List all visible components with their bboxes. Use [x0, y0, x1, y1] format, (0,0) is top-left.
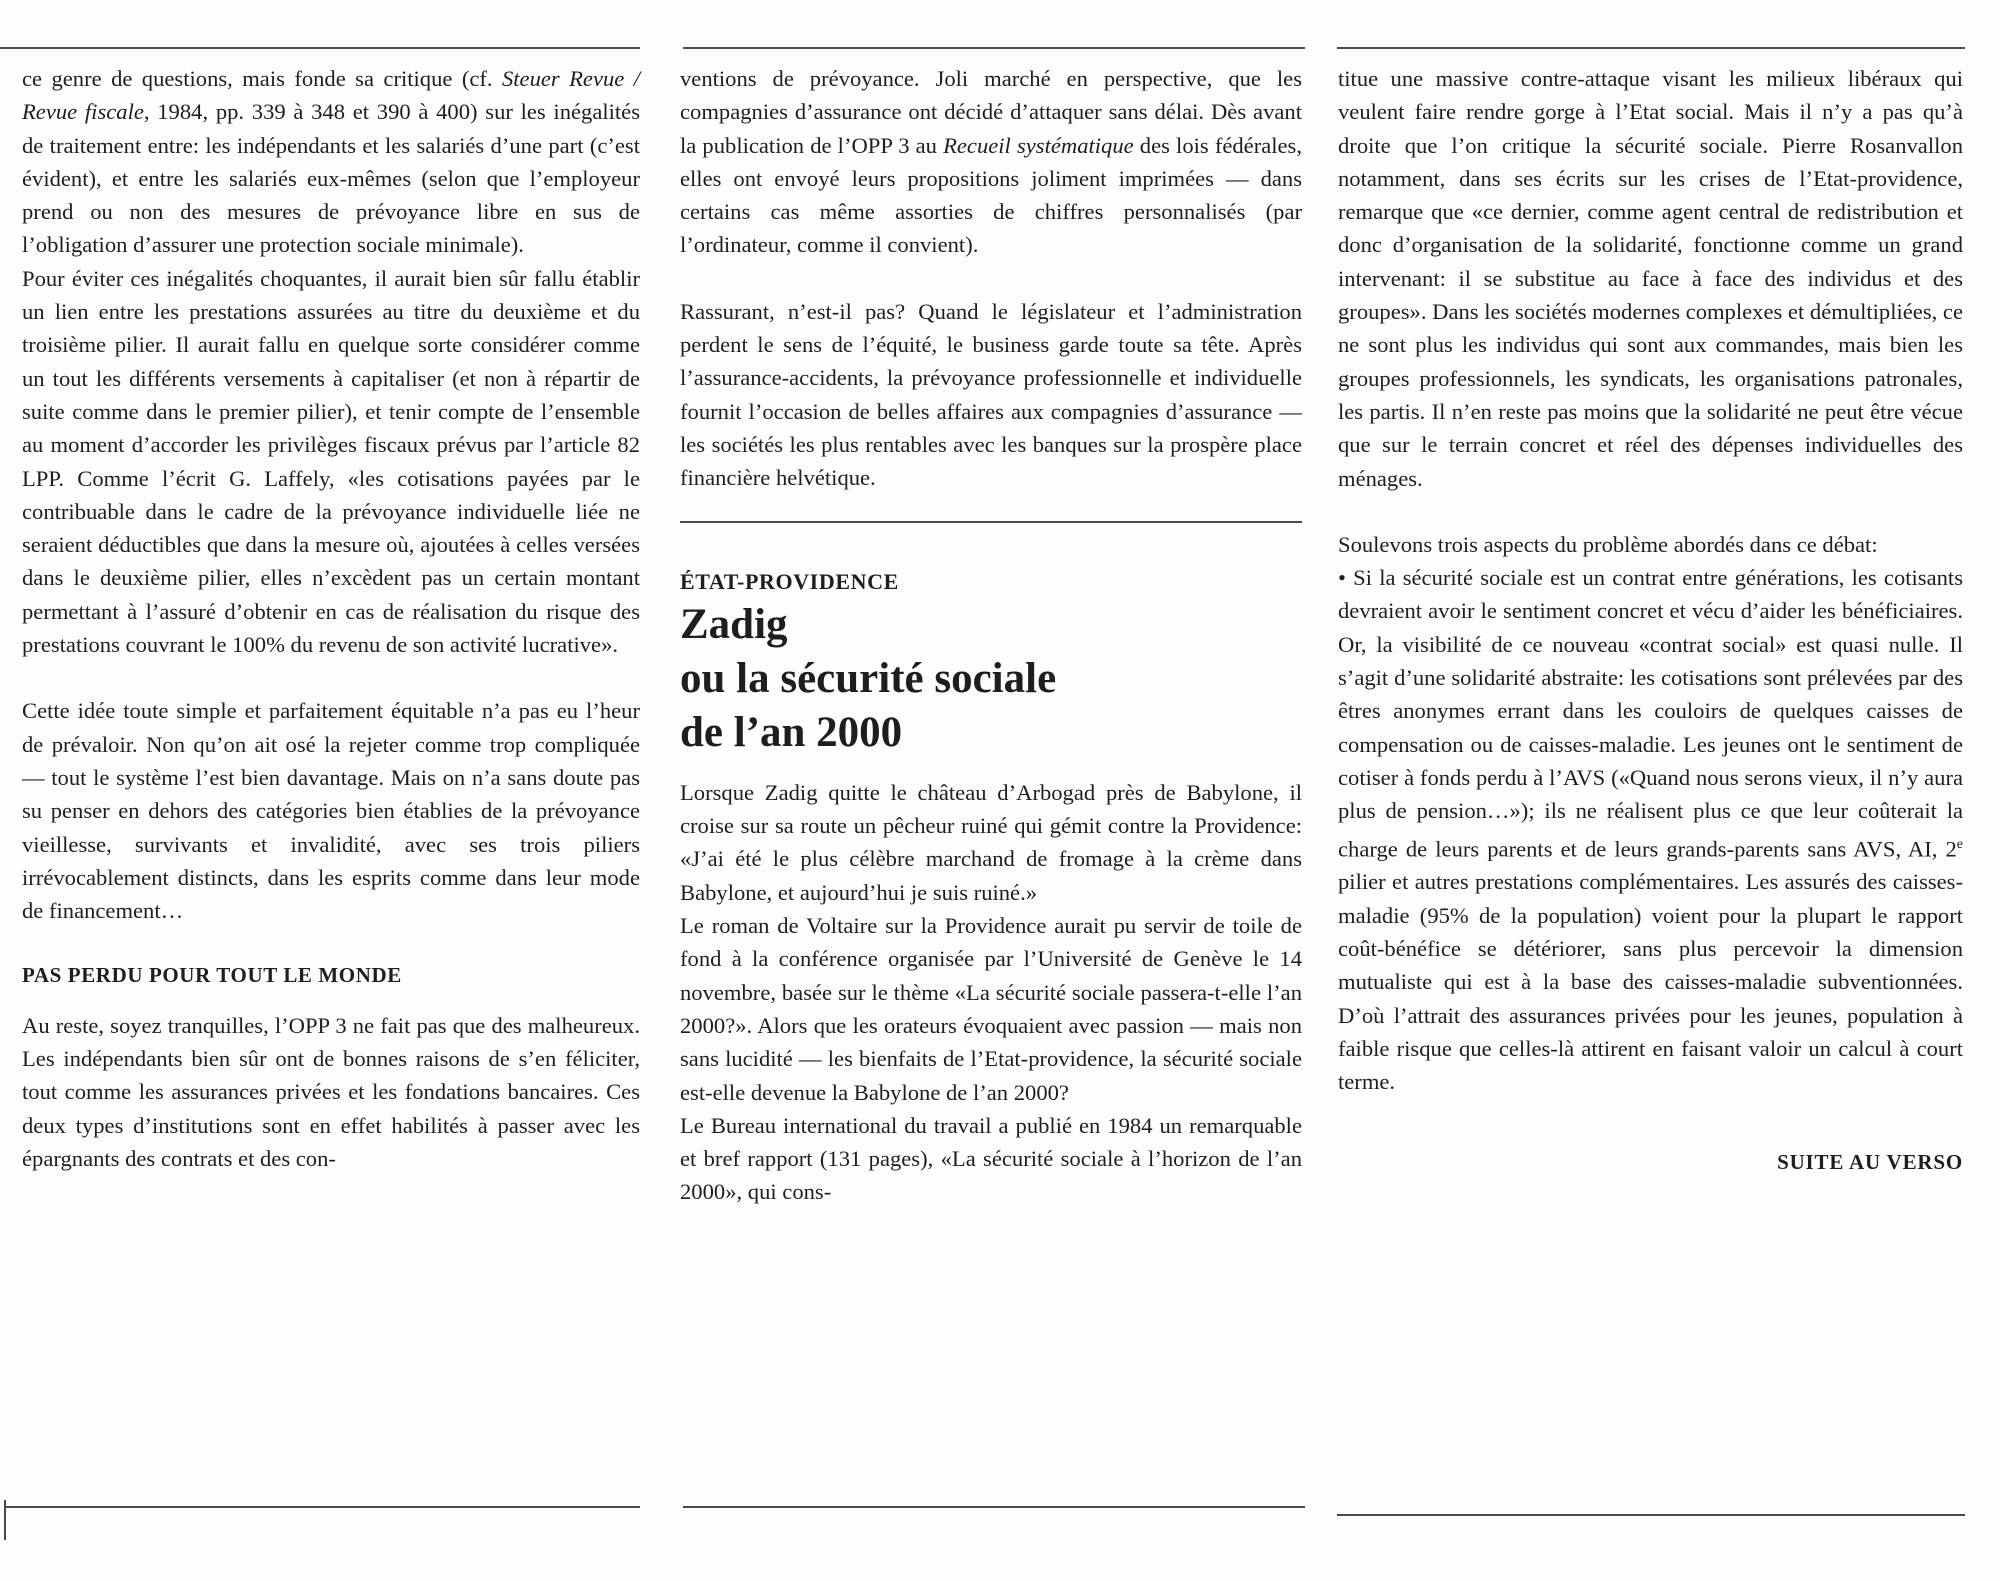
col1-paragraph-4: Au reste, soyez tranquilles, l’OPP 3 ne fait pas que des malheureux. Les indépendants bien sûr ont de bonnes raisons de s’en féliciter, tout comme les assurances privées et les fondations bancaires. Ces deux types d’institutions sont en effet habilités à passer avec les épargnants des contrats et des con- — [22, 1012, 640, 1171]
source-steuer-revue: Steuer Revue / Revue fiscale — [22, 66, 640, 125]
column-1 — [22, 62, 640, 1175]
bottom-rule-col2 — [683, 1506, 1305, 1508]
bottom-rule-col1 — [4, 1506, 640, 1508]
article-kicker: ÉTAT-PROVIDENCE — [680, 568, 899, 594]
col2-paragraph-5: Le Bureau international du travail a publié en 1984 un remarquable et bref rapport (131 pages), «La sécurité sociale à l’horizon de l’an 2000», qui cons- — [680, 1112, 1302, 1205]
col2-paragraph-4: Le roman de Voltaire sur la Providence aurait pu servir de toile de fond à la conférence organisée par l’Université de Genève le 14 novembre, basée sur le thème «La sécurité sociale passera-t-elle l’an 2000?». Alors que les orateurs évoquaient avec passion — mais non sans lucidité — les bienfaits de l’Etat-providence, la sécurité sociale est-elle devenue la Babylone de l’an 2000? — [680, 913, 1302, 1105]
suite-au-verso-label: SUITE AU VERSO — [1777, 1150, 1963, 1175]
top-rule-col1 — [0, 47, 640, 49]
col2-paragraph-3: Lorsque Zadig quitte le château d’Arbogad près de Babylone, il croise sur sa route un pêcheur ruiné qui gémit contre la Providence: «J’ai été le plus célèbre marchand de fromage à la crème dans Babylone, et aujourd’hui je suis ruiné.» — [680, 779, 1302, 905]
col1-paragraph-2: Pour éviter ces inégalités choquantes, il aurait bien sûr fallu établir un lien entre les prestations assurées au titre du deuxième et du troisième pilier. Il aurait fallu en quelque sorte considérer comme un tout les différents versements à capitaliser (et non à répartir de suite comme dans le premier pilier), et tenir compte de l’ensemble au moment d’accorder les privilèges fiscaux prévus par l’article 82 LPP. Comme l’écrit G. Laffely, «les cotisations payées par le contribuable dans le cadre de la prévoyance individuelle liée ne seraient déductibles que dans la mesure où, ajoutées à celles versées dans le deuxième pilier, elles n’excèdent pas un certain montant permettant à l’assuré d’obtenir en cas de réalisation du risque des prestations couvrant le 100% du revenu de son activité lucrative». — [22, 265, 640, 658]
col3-paragraph-1: titue une massive contre-attaque visant les milieux libéraux qui veulent faire rendre gorge à l’Etat social. Mais il n’y a pas qu’à droite que l’on critique la sécurité sociale. Pierre Rosanvallon notamment, dans ses écrits sur les crises de l’Etat-providence, remarque que «ce dernier, comme agent central de redistribution et donc d’organisation de la solidarité, fonctionne comme un grand intervenant: il se substitue au face à face des individus et des groupes». Dans les sociétés modernes complexes et démultipliées, ce ne sont plus les individus qui sont aux commandes, mais bien les groupes professionnels, les syndicats, les organisations patronales, les partis. Il n’en reste pas moins que la solidarité ne peut être vécue que sur le terrain concret et réel des dépenses individuelles des ménages. — [1338, 66, 1963, 491]
col1-paragraph-3: Cette idée toute simple et parfaitement équitable n’a pas eu l’heur de prévaloir. Non qu’on ait osé la rejeter comme trop compliquée — tout le système l’est bien davantage. Mais on n’a sans doute pas su penser en dehors des catégories bien établies de la prévoyance vieillesse, survivants et invalidité, avec ses trois piliers irrévocablement distincts, dans les esprits comme dans leur mode de financement… — [22, 698, 640, 924]
top-rule-col3 — [1337, 47, 1965, 49]
column-2 — [680, 62, 1302, 1209]
article-divider-rule — [680, 521, 1302, 523]
left-edge-tick — [4, 1500, 6, 1540]
column-3 — [1338, 62, 1963, 1180]
section-heading-pas-perdu: PAS PERDU POUR TOUT LE MONDE — [22, 963, 402, 988]
top-rule-col2 — [683, 47, 1305, 49]
col3-paragraph-2: Soulevons trois aspects du problème abordés dans ce débat: — [1338, 531, 1878, 557]
col2-paragraph-2: Rassurant, n’est-il pas? Quand le législateur et l’administration perdent le sens de l’équité, le business garde toute sa tête. Après l’assurance-accidents, la prévoyance professionnelle et individuelle fournit l’occasion de belles affaires aux compagnies d’assurance — les sociétés les plus rentables avec les banques sur la prospère place financière helvétique. — [680, 298, 1302, 491]
article-headline: Zadig ou la sécurité sociale de l’an 2000 — [680, 600, 1057, 756]
col2-paragraph-1: ventions de prévoyance. Joli marché en perspective, que les compagnies d’assurance ont décidé d’attaquer sans délai. Dès avant la publication de l’OPP 3 au Recueil systématique des lois fédérales, elles ont envoyé leurs propositions joliment imprimées — dans certains cas même assorties de chiffres personnalisés (par l’ordinateur, comme il convient). — [680, 66, 1302, 258]
bottom-rule-col3 — [1337, 1514, 1965, 1516]
col1-paragraph-1: ce genre de questions, mais fonde sa critique (cf. Steuer Revue / Revue fiscale, 1984, pp. 339 à 348 et 390 à 400) sur les inégalités de traitement entre: les indépendants et les salariés d’une part (c’est évident), et entre les salariés eux-mêmes (selon que l’employeur prend ou non des mesures de prévoyance libre en sus de l’obligation d’assurer une protection sociale minimale). — [22, 66, 641, 258]
col3-paragraph-3: • Si la sécurité sociale est un contrat entre générations, les cotisants devraient avoir le sentiment concret et vécu d’aider les bénéficiaires. Or, la visibilité de ce nouveau «contrat social» est quasi nulle. Il s’agit d’une solidarité abstraite: les cotisations sont prélevées par des êtres anonymes errant dans les couloirs de quelques caisses de compensation ou de caisses-maladie. Les jeunes ont le sentiment de cotiser à fonds perdu à l’AVS («Quand nous serons vieux, il n’y aura plus de pension…»); ils ne réalisent plus ce que leur coûterait la charge de leurs parents et de leurs grands-parents sans AVS, AI, 2e pilier et autres prestations complémentaires. Les assurés des caisses-maladie (95% de la population) voient pour la plupart le rapport coût-bénéfice se détériorer, sans plus percevoir la dimension mutualiste qui est à la base des caisses-maladie subventionnées. D’où l’attrait des assurances privées pour les jeunes, population à faible risque que celles-là attirent en faisant valoir un calcul à court terme. — [1338, 565, 1963, 1095]
source-recueil-systematique: Recueil systématique — [943, 132, 1134, 158]
